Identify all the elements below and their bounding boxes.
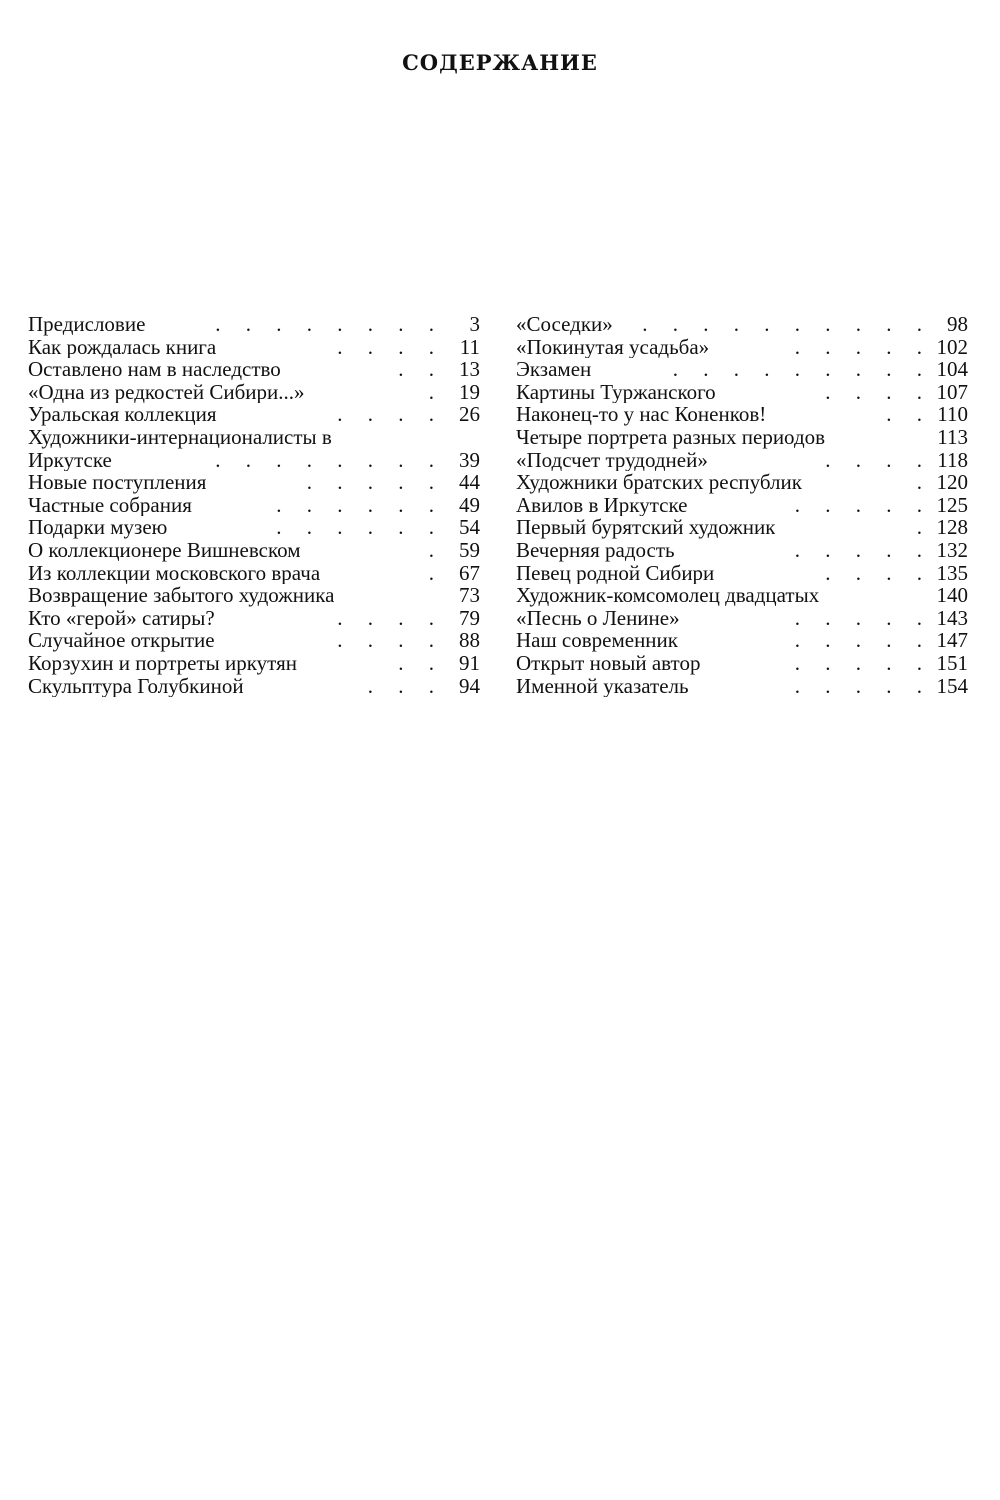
- toc-entry: [28, 494, 480, 517]
- toc-entry-page: 73: [459, 584, 480, 607]
- toc-entry-page: 54: [459, 516, 480, 539]
- toc-entry-leader: .: [428, 538, 444, 562]
- toc-entry: [28, 403, 480, 426]
- toc-entry-page: 110: [937, 403, 968, 426]
- toc-entry-page: 143: [936, 606, 968, 630]
- toc-entry-title: «Одна из редкостей Сибири...»: [28, 380, 305, 404]
- toc-entry: [28, 313, 480, 336]
- toc-entry-page: 49: [459, 493, 480, 517]
- toc-entry-page: 118: [937, 448, 968, 472]
- toc-entry-page: 147: [936, 629, 968, 652]
- toc-entry: [28, 629, 480, 652]
- toc-entry: [28, 358, 480, 381]
- toc-entry: [516, 494, 968, 517]
- toc-entry-leader: . . . .: [825, 561, 932, 585]
- toc-entry-page: 135: [936, 561, 968, 585]
- toc-entry-title: Предисловие: [28, 313, 146, 336]
- toc-entry-title: «Подсчет трудодней»: [516, 448, 708, 472]
- toc-entry-page: 3: [469, 313, 480, 336]
- toc-entry: [516, 539, 968, 562]
- toc-entry-title: О коллекционере Вишневском: [28, 538, 301, 562]
- toc-entry-leader: . . . .: [337, 629, 444, 652]
- toc-column-left: [28, 313, 480, 697]
- toc-entry-title: Четыре портрета разных периодов: [516, 425, 826, 449]
- toc-entry-leader: .: [428, 561, 444, 585]
- toc-entry-leader: . . . . .: [794, 606, 932, 630]
- toc-entry: [516, 426, 968, 449]
- toc-entry-leader: . .: [398, 358, 444, 381]
- page-title: СОДЕРЖАНИЕ: [402, 50, 598, 75]
- toc-entry-leader: . . . . . . . . . .: [642, 313, 932, 336]
- toc-entry-leader: . . . . . . . .: [215, 313, 444, 336]
- toc-entry: [28, 336, 480, 359]
- toc-entry-title: Именной указатель: [516, 674, 689, 698]
- toc-entry: [28, 539, 480, 562]
- toc-entry-leader: . . . .: [337, 403, 444, 426]
- toc-entry-leader: .: [916, 471, 932, 494]
- toc-entry-title: Иркутске: [28, 448, 112, 472]
- toc-entry: [28, 675, 480, 698]
- toc-entry-title: Подарки музею: [28, 516, 168, 539]
- toc-entry: [28, 584, 480, 607]
- toc-entry-leader: . .: [398, 651, 444, 675]
- toc-entry-leader: . . . .: [825, 380, 932, 404]
- toc-entry-title: Случайное открытие: [28, 629, 215, 652]
- toc-entry-page: 151: [936, 651, 968, 675]
- toc-entry-title: Художники-интернационалисты в: [28, 425, 332, 449]
- toc-entry-page: 107: [936, 380, 968, 404]
- toc-entry-title: «Песнь о Ленине»: [516, 606, 680, 630]
- toc-entry: [516, 675, 968, 698]
- toc-entry: [28, 516, 480, 539]
- toc-entry-page: 19: [459, 380, 480, 404]
- toc-entry-page: 154: [936, 674, 968, 698]
- toc-entry: [516, 403, 968, 426]
- toc-entry-title: Как рождалась книга: [28, 335, 217, 359]
- toc-entry: [28, 471, 480, 494]
- toc-entry: [516, 471, 968, 494]
- toc-entry: [28, 607, 480, 630]
- toc-entry-page: 59: [459, 538, 480, 562]
- toc-entry-page: 44: [459, 471, 480, 494]
- toc-entry-title: Уральская коллекция: [28, 403, 217, 426]
- toc-entry-title: Скульптура Голубкиной: [28, 674, 244, 698]
- toc-entry-leader: . . . . .: [794, 651, 932, 675]
- toc-entry-title: «Соседки»: [516, 313, 613, 336]
- toc-entry-title: Из коллекции московского врача: [28, 561, 321, 585]
- toc-entry-leader: . . . . .: [794, 335, 932, 359]
- toc-entry-leader: . . . . .: [794, 493, 932, 517]
- toc-entry-leader: .: [428, 380, 444, 404]
- toc-entry-title: Экзамен: [516, 358, 592, 381]
- toc-entry: [516, 652, 968, 675]
- toc-entry: [516, 336, 968, 359]
- toc-entry-page: 26: [459, 403, 480, 426]
- toc-entry-leader: . . . . .: [794, 629, 932, 652]
- toc-column-right: [516, 313, 968, 697]
- toc-entry-leader: . . . . .: [794, 674, 932, 698]
- toc-entry-leader: . . . .: [825, 448, 932, 472]
- toc-entry-page: 104: [936, 358, 968, 381]
- toc-entry-leader: . . . . . . . .: [215, 448, 444, 472]
- toc-entry-page: 98: [947, 313, 968, 336]
- toc-entry: [516, 313, 968, 336]
- toc-entry: [516, 358, 968, 381]
- toc-entry: [28, 562, 480, 585]
- toc-entry-leader: . . . .: [337, 335, 444, 359]
- toc-entry-title: Художники братских республик: [516, 471, 802, 494]
- toc-entry-leader: . . . . . .: [276, 516, 444, 539]
- toc-entry-title: Картины Туржанского: [516, 380, 716, 404]
- toc-entry-page: 140: [936, 584, 968, 607]
- toc-entry: [516, 607, 968, 630]
- toc-entry-title: Вечерняя радость: [516, 538, 675, 562]
- toc-entry-title: Кто «герой» сатиры?: [28, 606, 215, 630]
- toc-entry-page: 11: [459, 335, 480, 359]
- toc-entry-page: 39: [459, 448, 480, 472]
- toc-entry-title: Возвращение забытого художника: [28, 584, 335, 607]
- toc-entry-title: Корзухин и портреты иркутян: [28, 651, 297, 675]
- toc-entry-leader: . . . . .: [794, 538, 932, 562]
- toc-entry-leader: . . . .: [337, 606, 444, 630]
- toc-entry: [516, 562, 968, 585]
- toc-entry-page: 132: [936, 538, 968, 562]
- toc-entry-page: 128: [936, 516, 968, 539]
- toc-entry-leader: . .: [886, 403, 932, 426]
- toc-entry-page: 120: [936, 471, 968, 494]
- toc-entry: [516, 629, 968, 652]
- toc-entry-leader: . . . . . .: [276, 493, 444, 517]
- toc-entry-page: 102: [936, 335, 968, 359]
- toc-entry-title: «Покинутая усадьба»: [516, 335, 710, 359]
- toc-entry-page: 67: [459, 561, 480, 585]
- toc-entry-title: Наконец-то у нас Коненков!: [516, 403, 767, 426]
- toc-entry: [28, 381, 480, 404]
- toc-entry-leader: . . .: [367, 674, 444, 698]
- toc-entry: [28, 426, 480, 449]
- toc-entry-title: Художник-комсомолец двадцатых: [516, 584, 820, 607]
- toc-entry-page: 88: [459, 629, 480, 652]
- toc-entry-leader: .: [916, 516, 932, 539]
- toc-entry: [516, 381, 968, 404]
- toc-entry-title: Частные собрания: [28, 493, 192, 517]
- toc-entry-title: Оставлено нам в наследство: [28, 358, 281, 381]
- toc-entry-title: Певец родной Сибири: [516, 561, 715, 585]
- toc-entry: [516, 584, 968, 607]
- toc-entry: [516, 516, 968, 539]
- toc-entry: [28, 449, 480, 472]
- toc-entry-title: Открыт новый автор: [516, 651, 701, 675]
- toc-entry-page: 94: [459, 674, 480, 698]
- toc-entry-title: Первый бурятский художник: [516, 516, 776, 539]
- toc-entry-leader: . . . . .: [306, 471, 444, 494]
- toc-entry-title: Авилов в Иркутске: [516, 493, 688, 517]
- toc-entry-page: 79: [459, 606, 480, 630]
- toc-entry-page: 125: [936, 493, 968, 517]
- toc-entry: [28, 652, 480, 675]
- toc-entry-page: 91: [459, 651, 480, 675]
- toc-entry-leader: . . . . . . . . .: [672, 358, 932, 381]
- toc-entry: [516, 449, 968, 472]
- toc-entry-title: Новые поступления: [28, 471, 207, 494]
- toc-entry-page: 113: [937, 425, 968, 449]
- toc-entry-page: 13: [459, 358, 480, 381]
- toc-entry-title: Наш современник: [516, 629, 678, 652]
